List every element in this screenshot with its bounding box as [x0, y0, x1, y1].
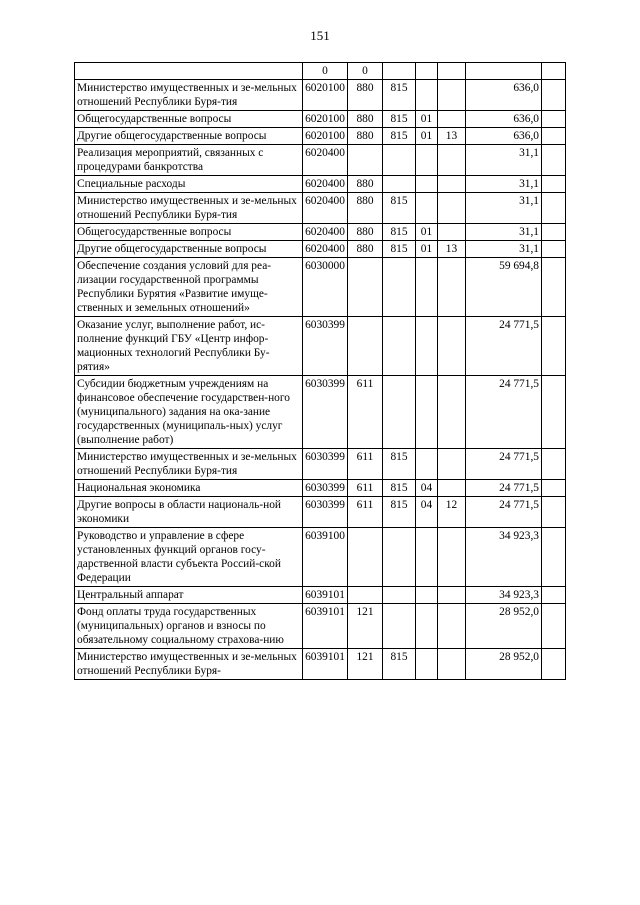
cell-expense-type: 611 [348, 449, 383, 480]
cell-name: Центральный аппарат [75, 587, 303, 604]
cell-target-article: 6039101 [303, 649, 348, 680]
table-row [75, 224, 566, 241]
cell-amount: 24 771,5 [466, 376, 542, 449]
cell-target-article: 6030399 [303, 317, 348, 376]
cell-ministry-code [383, 376, 416, 449]
page-number: 151 [310, 28, 330, 43]
cell-section [416, 449, 438, 480]
cell-ministry-code [383, 63, 416, 80]
cell-ministry-code: 815 [383, 649, 416, 680]
cell-subsection [438, 649, 466, 680]
cell-expense-type [348, 145, 383, 176]
cell-extra [542, 176, 566, 193]
cell-expense-type: 880 [348, 241, 383, 258]
cell-ministry-code [383, 604, 416, 649]
cell-target-article: 6020100 [303, 128, 348, 145]
cell-target-article: 6020400 [303, 224, 348, 241]
cell-target-article: 6030399 [303, 449, 348, 480]
cell-expense-type [348, 528, 383, 587]
cell-section [416, 80, 438, 111]
cell-ministry-code: 815 [383, 128, 416, 145]
cell-ministry-code: 815 [383, 449, 416, 480]
cell-ministry-code [383, 176, 416, 193]
cell-section [416, 176, 438, 193]
cell-name: Реализация мероприятий, связанных с процедурами банкротства [75, 145, 303, 176]
cell-expense-type [348, 587, 383, 604]
cell-subsection [438, 80, 466, 111]
cell-extra [542, 604, 566, 649]
cell-target-article: 6020400 [303, 176, 348, 193]
cell-target-article: 6030399 [303, 480, 348, 497]
table-row [75, 193, 566, 224]
cell-extra [542, 587, 566, 604]
cell-target-article: 6020400 [303, 145, 348, 176]
cell-amount [466, 63, 542, 80]
cell-target-article: 6020100 [303, 80, 348, 111]
cell-extra [542, 497, 566, 528]
cell-amount: 636,0 [466, 80, 542, 111]
cell-name: Национальная экономика [75, 480, 303, 497]
cell-subsection [438, 258, 466, 317]
cell-subsection [438, 176, 466, 193]
cell-extra [542, 224, 566, 241]
cell-section: 01 [416, 128, 438, 145]
cell-section [416, 193, 438, 224]
cell-name: Общегосударственные вопросы [75, 224, 303, 241]
cell-ministry-code: 815 [383, 193, 416, 224]
cell-expense-type: 880 [348, 80, 383, 111]
cell-ministry-code [383, 528, 416, 587]
cell-expense-type: 880 [348, 128, 383, 145]
cell-ministry-code: 815 [383, 80, 416, 111]
cell-extra [542, 128, 566, 145]
cell-extra [542, 80, 566, 111]
cell-extra [542, 317, 566, 376]
cell-name: Другие общегосударственные вопросы [75, 241, 303, 258]
table-row [75, 449, 566, 480]
table-row [75, 376, 566, 449]
table-row [75, 317, 566, 376]
table-row [75, 528, 566, 587]
cell-subsection: 13 [438, 128, 466, 145]
table-row [75, 587, 566, 604]
cell-expense-type: 611 [348, 480, 383, 497]
cell-amount: 24 771,5 [466, 480, 542, 497]
cell-amount: 31,1 [466, 193, 542, 224]
cell-expense-type: 121 [348, 604, 383, 649]
cell-target-article: 6020400 [303, 241, 348, 258]
table-row [75, 145, 566, 176]
cell-expense-type: 121 [348, 649, 383, 680]
cell-ministry-code [383, 145, 416, 176]
table-body [75, 63, 566, 680]
cell-amount: 31,1 [466, 145, 542, 176]
table-row [75, 176, 566, 193]
cell-subsection [438, 317, 466, 376]
cell-extra [542, 63, 566, 80]
cell-subsection [438, 193, 466, 224]
table-row [75, 480, 566, 497]
cell-subsection [438, 449, 466, 480]
cell-section: 01 [416, 241, 438, 258]
cell-amount: 24 771,5 [466, 449, 542, 480]
cell-section [416, 649, 438, 680]
cell-expense-type: 880 [348, 193, 383, 224]
cell-section [416, 145, 438, 176]
cell-target-article: 6020400 [303, 193, 348, 224]
cell-ministry-code: 815 [383, 111, 416, 128]
cell-amount: 34 923,3 [466, 587, 542, 604]
cell-expense-type: 0 [348, 63, 383, 80]
cell-amount: 24 771,5 [466, 317, 542, 376]
cell-name: Руководство и управление в сфере установленных функций органов госу-дарственной власти субъекта Россий-ской Федерации [75, 528, 303, 587]
cell-name: Министерство имущественных и зе-мельных отношений Республики Буря- [75, 649, 303, 680]
cell-section [416, 63, 438, 80]
cell-amount: 31,1 [466, 241, 542, 258]
cell-extra [542, 376, 566, 449]
table-row [75, 80, 566, 111]
cell-ministry-code: 815 [383, 224, 416, 241]
cell-target-article: 6039101 [303, 604, 348, 649]
cell-section: 01 [416, 111, 438, 128]
cell-extra [542, 258, 566, 317]
cell-amount: 31,1 [466, 224, 542, 241]
cell-section: 01 [416, 224, 438, 241]
cell-subsection [438, 63, 466, 80]
cell-amount: 636,0 [466, 111, 542, 128]
cell-name: Министерство имущественных и зе-мельных отношений Республики Буря-тия [75, 80, 303, 111]
cell-subsection [438, 480, 466, 497]
cell-section [416, 587, 438, 604]
cell-target-article: 6020100 [303, 111, 348, 128]
cell-target-article: 6039101 [303, 587, 348, 604]
cell-section [416, 317, 438, 376]
cell-name: Оказание услуг, выполнение работ, ис-полнение функций ГБУ «Центр инфор-мационных технологий Республики Бу-рятия» [75, 317, 303, 376]
cell-name: Министерство имущественных и зе-мельных отношений Республики Буря-тия [75, 193, 303, 224]
cell-expense-type [348, 258, 383, 317]
cell-extra [542, 145, 566, 176]
table-row [75, 497, 566, 528]
cell-subsection [438, 604, 466, 649]
cell-extra [542, 241, 566, 258]
cell-name: Обеспечение создания условий для реа-лизации государственной программы Республики Бурятия «Развитие имуще-ственных и земельных отношений» [75, 258, 303, 317]
cell-subsection [438, 224, 466, 241]
cell-extra [542, 449, 566, 480]
cell-expense-type: 880 [348, 111, 383, 128]
cell-subsection: 12 [438, 497, 466, 528]
table-row [75, 63, 566, 80]
cell-target-article: 0 [303, 63, 348, 80]
table-row [75, 258, 566, 317]
cell-expense-type: 611 [348, 376, 383, 449]
cell-subsection: 13 [438, 241, 466, 258]
cell-extra [542, 480, 566, 497]
cell-amount: 24 771,5 [466, 497, 542, 528]
table-row [75, 111, 566, 128]
table-row [75, 241, 566, 258]
cell-name: Общегосударственные вопросы [75, 111, 303, 128]
cell-target-article: 6030399 [303, 376, 348, 449]
cell-amount: 59 694,8 [466, 258, 542, 317]
cell-subsection [438, 528, 466, 587]
cell-subsection [438, 111, 466, 128]
cell-section: 04 [416, 497, 438, 528]
cell-ministry-code [383, 258, 416, 317]
cell-ministry-code: 815 [383, 497, 416, 528]
cell-extra [542, 111, 566, 128]
cell-name: Специальные расходы [75, 176, 303, 193]
cell-amount: 636,0 [466, 128, 542, 145]
cell-ministry-code: 815 [383, 241, 416, 258]
cell-expense-type [348, 317, 383, 376]
cell-subsection [438, 376, 466, 449]
cell-target-article: 6039100 [303, 528, 348, 587]
cell-section: 04 [416, 480, 438, 497]
cell-name: Фонд оплаты труда государственных (муниципальных) органов и взносы по обязательному социальному страхова-нию [75, 604, 303, 649]
cell-ministry-code: 815 [383, 480, 416, 497]
cell-extra [542, 649, 566, 680]
cell-target-article: 6030399 [303, 497, 348, 528]
cell-section [416, 258, 438, 317]
cell-name [75, 63, 303, 80]
cell-amount: 31,1 [466, 176, 542, 193]
cell-target-article: 6030000 [303, 258, 348, 317]
cell-expense-type: 611 [348, 497, 383, 528]
cell-name: Другие вопросы в области националь-ной экономики [75, 497, 303, 528]
cell-subsection [438, 145, 466, 176]
cell-section [416, 376, 438, 449]
cell-extra [542, 528, 566, 587]
cell-extra [542, 193, 566, 224]
cell-amount: 28 952,0 [466, 604, 542, 649]
table-row [75, 649, 566, 680]
cell-section [416, 604, 438, 649]
cell-amount: 34 923,3 [466, 528, 542, 587]
cell-subsection [438, 587, 466, 604]
cell-name: Другие общегосударственные вопросы [75, 128, 303, 145]
cell-amount: 28 952,0 [466, 649, 542, 680]
table-row [75, 128, 566, 145]
cell-ministry-code [383, 317, 416, 376]
cell-expense-type: 880 [348, 224, 383, 241]
cell-name: Субсидии бюджетным учреждениям на финансовое обеспечение государствен-ного (муниципального) задания на ока-зание государственных (муниципаль-ных) услуг (выполнение работ) [75, 376, 303, 449]
cell-name: Министерство имущественных и зе-мельных отношений Республики Буря-тия [75, 449, 303, 480]
cell-section [416, 528, 438, 587]
table-row [75, 604, 566, 649]
cell-expense-type: 880 [348, 176, 383, 193]
cell-ministry-code [383, 587, 416, 604]
budget-table [74, 62, 566, 680]
